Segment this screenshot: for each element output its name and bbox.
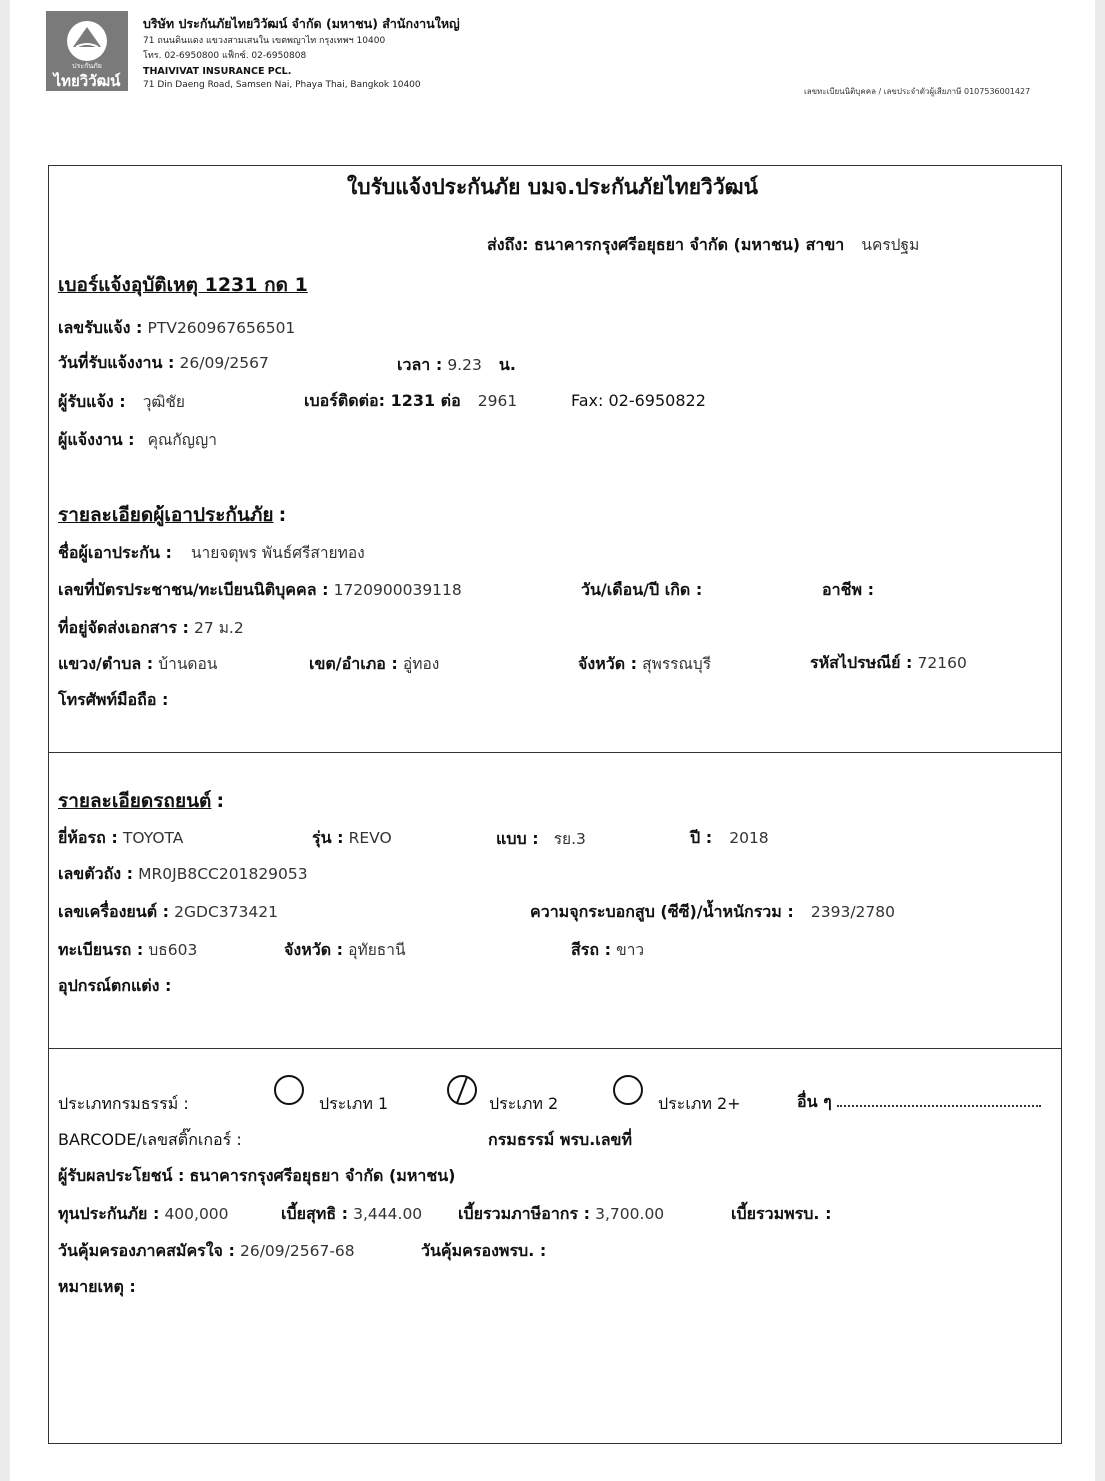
barcode-row xyxy=(58,1128,242,1153)
barcode-label: BARCODE/เลขสติ๊กเกอร์ : xyxy=(58,1130,242,1149)
mobile-row xyxy=(58,688,168,713)
informer-value: คุณกัญญา xyxy=(147,431,217,449)
ref-value: PTV260967656501 xyxy=(147,319,296,337)
tax-id: เลขทะเบียนนิติบุคคล / เลขประจำตัวผู้เสียภาษี 0107536001427 xyxy=(804,87,1031,96)
model-value: REVO xyxy=(348,829,392,847)
beneficiary-label: ผู้รับผลประโยชน์ : xyxy=(58,1166,185,1185)
time-label: เวลา : xyxy=(397,355,443,374)
sum-label: ทุนประกันภัย : xyxy=(58,1204,160,1223)
policy-type-1-label: ประเภท 1 xyxy=(319,1094,389,1113)
address-th: 71 ถนนดินแดง แขวงสามเสนใน เขตพญาไท กรุงเทพฯ 10400 xyxy=(143,36,386,46)
insured-title-row xyxy=(58,500,286,530)
compulsory-label: กรมธรรม์ พรบ.เลขที่ xyxy=(488,1130,633,1149)
send-to-branch: นครปฐม xyxy=(861,236,920,254)
brand-row xyxy=(58,826,183,851)
ref-row xyxy=(58,316,295,341)
vehicle-title-row xyxy=(58,786,224,816)
send-to-label: ส่งถึง: ธนาคารกรุงศรีอยุธยา จำกัด (มหาชน) สาขา xyxy=(487,235,845,254)
cc-row xyxy=(530,900,895,925)
net-row xyxy=(281,1202,422,1227)
contact-label: เบอร์ติดต่อ: 1231 ต่อ xyxy=(304,391,461,410)
net-label: เบี้ยสุทธิ : xyxy=(281,1204,349,1223)
insured-title-colon: : xyxy=(278,504,287,526)
policy-type-1-radio[interactable] xyxy=(274,1075,304,1105)
policy-other-label: อื่น ๆ xyxy=(797,1092,832,1111)
policy-other-row xyxy=(797,1090,1041,1115)
policy-type-2-label: ประเภท 2 xyxy=(489,1094,559,1113)
type-label: แบบ : xyxy=(496,829,539,848)
informer-label: ผู้แจ้งงาน : xyxy=(58,430,135,449)
engine-row xyxy=(58,900,278,925)
subdistrict-row xyxy=(58,651,217,677)
insured-name-row xyxy=(58,540,365,566)
plate-province-value: อุทัยธานี xyxy=(348,941,406,959)
policy-type-row xyxy=(58,1092,189,1117)
coverage-row xyxy=(58,1239,355,1264)
insured-name-value: นายจตุพร พันธ์ศรีสายทอง xyxy=(190,544,365,562)
check-slash-icon xyxy=(447,1075,477,1105)
postcode-row xyxy=(810,651,967,676)
compulsory-coverage-label: วันคุ้มครองพรบ. : xyxy=(421,1241,547,1260)
dob-row xyxy=(581,578,702,603)
type-value: รย.3 xyxy=(553,830,586,848)
policy-type-2 xyxy=(489,1092,558,1117)
color-value: ขาว xyxy=(616,941,645,959)
model-row xyxy=(312,826,392,851)
net-value: 3,444.00 xyxy=(353,1205,423,1223)
policy-type-2plus-radio[interactable] xyxy=(613,1075,643,1105)
policy-type-2plus xyxy=(658,1092,741,1117)
logo-text: ไทยวิวัฒน์ xyxy=(53,72,121,90)
compulsory-premium-label: เบี้ยรวมพรบ. : xyxy=(731,1204,832,1223)
subdistrict-label: แขวง/ตำบล : xyxy=(58,654,154,673)
district-label: เขต/อำเภอ : xyxy=(309,654,398,673)
logo-text-small: ประกันภัย xyxy=(72,62,102,70)
sum-value: 400,000 xyxy=(164,1205,229,1223)
insured-id-label: เลขที่บัตรประชาชน/ทะเบียนนิติบุคคล : xyxy=(58,580,329,599)
engine-label: เลขเครื่องยนต์ : xyxy=(58,902,170,921)
informer-row xyxy=(58,427,217,453)
chassis-row xyxy=(58,862,308,887)
note-label: หมายเหตุ : xyxy=(58,1277,136,1296)
time-row xyxy=(397,353,516,378)
company-name-en: THAIVIVAT INSURANCE PCL. xyxy=(143,66,292,77)
district-row xyxy=(309,651,439,677)
fax-row xyxy=(571,391,706,410)
model-label: รุ่น : xyxy=(312,828,344,847)
plate-value: บธ603 xyxy=(148,941,198,959)
contact-row xyxy=(304,389,517,414)
color-label: สีรถ : xyxy=(571,940,612,959)
ref-label: เลขรับแจ้ง : xyxy=(58,318,143,337)
total-row xyxy=(458,1202,664,1227)
year-label: ปี : xyxy=(690,828,713,847)
address-en: 71 Din Daeng Road, Samsen Nai, Phaya Thai, Bangkok 10400 xyxy=(143,80,421,90)
contact-ext: 2961 xyxy=(477,392,518,410)
cc-label: ความจุกระบอกสูบ (ซีซี)/น้ำหนักรวม : xyxy=(530,902,794,921)
type-row xyxy=(496,826,586,852)
province-value: สุพรรณบุรี xyxy=(642,655,712,673)
total-label: เบี้ยรวมภาษีอากร : xyxy=(458,1204,591,1223)
date-label: วันที่รับแจ้งงาน : xyxy=(58,353,175,372)
address-row xyxy=(58,615,244,641)
time-unit: น. xyxy=(498,355,516,374)
plate-row xyxy=(58,937,197,963)
occupation-label: อาชีพ : xyxy=(822,580,874,599)
postcode-value: 72160 xyxy=(917,654,967,672)
receiver-row xyxy=(58,389,185,415)
receiver-value: วุฒิชัย xyxy=(142,393,185,411)
province-label: จังหวัด : xyxy=(578,654,638,673)
dob-label: วัน/เดือน/ปี เกิด : xyxy=(581,580,703,599)
compulsory-coverage-row xyxy=(421,1239,546,1264)
beneficiary-value: ธนาคารกรุงศรีอยุธยา จำกัด (มหาชน) xyxy=(189,1166,456,1185)
engine-value: 2GDC373421 xyxy=(174,903,278,921)
note-row xyxy=(58,1275,136,1300)
compulsory-premium-row xyxy=(731,1202,831,1227)
coverage-label: วันคุ้มครองภาคสมัครใจ : xyxy=(58,1241,235,1260)
policy-type-label: ประเภทกรมธรรม์ : xyxy=(58,1094,189,1113)
address-label: ที่อยู่จัดส่งเอกสาร : xyxy=(58,618,189,637)
cc-value: 2393/2780 xyxy=(810,903,896,921)
postcode-label: รหัสไปรษณีย์ : xyxy=(810,653,913,672)
insured-id-value: 1720900039118 xyxy=(333,581,462,599)
insured-section-title: รายละเอียดผู้เอาประกันภัย xyxy=(58,504,274,526)
receiver-label: ผู้รับแจ้ง : xyxy=(58,392,126,411)
plate-label: ทะเบียนรถ : xyxy=(58,940,144,959)
year-row xyxy=(690,826,769,851)
company-logo xyxy=(46,11,128,91)
subdistrict-value: บ้านดอน xyxy=(158,655,218,673)
total-value: 3,700.00 xyxy=(595,1205,665,1223)
policy-other-field[interactable] xyxy=(837,1093,1041,1107)
chassis-value: MR0JB8CC201829053 xyxy=(138,865,308,883)
hotline: เบอร์แจ้งอุบัติเหตุ 1231 กด 1 xyxy=(58,274,308,296)
policy-type-2plus-label: ประเภท 2+ xyxy=(658,1094,741,1113)
company-name-th: บริษัท ประกันภัยไทยวิวัฒน์ จำกัด (มหาชน) สำนักงานใหญ่ xyxy=(143,16,460,31)
date-value: 26/09/2567 xyxy=(179,354,269,372)
phone-th: โทร. 02-6950800 แฟ็กซ์. 02-6950808 xyxy=(143,51,307,61)
occupation-row xyxy=(822,578,874,603)
insured-name-label: ชื่อผู้เอาประกัน : xyxy=(58,543,172,562)
time-value: 9.23 xyxy=(447,356,482,374)
insured-id-row xyxy=(58,578,462,603)
chassis-label: เลขตัวถัง : xyxy=(58,864,134,883)
brand-value: TOYOTA xyxy=(122,829,184,847)
accessories-row xyxy=(58,974,171,999)
mobile-label: โทรศัพท์มือถือ : xyxy=(58,690,169,709)
date-row xyxy=(58,351,269,376)
year-value: 2018 xyxy=(729,829,769,847)
fax: Fax: 02-6950822 xyxy=(571,391,706,410)
plate-province-row xyxy=(284,937,406,963)
plate-province-label: จังหวัด : xyxy=(284,940,344,959)
beneficiary-row xyxy=(58,1164,455,1189)
district-value: อู่ทอง xyxy=(402,655,440,673)
color-row xyxy=(571,937,644,963)
compulsory-row xyxy=(488,1128,632,1153)
send-to xyxy=(487,232,919,258)
form-title: ใบรับแจ้งประกันภัย บมจ.ประกันภัยไทยวิวัฒน์ xyxy=(347,175,758,199)
province-row xyxy=(578,651,711,677)
brand-label: ยี่ห้อรถ : xyxy=(58,828,118,847)
address-value: 27 ม.2 xyxy=(194,619,244,637)
sum-row xyxy=(58,1202,229,1227)
policy-type-1 xyxy=(319,1092,388,1117)
coverage-value: 26/09/2567-68 xyxy=(239,1242,355,1260)
vehicle-title-colon: : xyxy=(216,790,225,812)
vehicle-section-title: รายละเอียดรถยนต์ xyxy=(58,790,212,812)
accessories-label: อุปกรณ์ตกแต่ง : xyxy=(58,976,172,995)
policy-type-2-radio[interactable] xyxy=(447,1075,477,1105)
